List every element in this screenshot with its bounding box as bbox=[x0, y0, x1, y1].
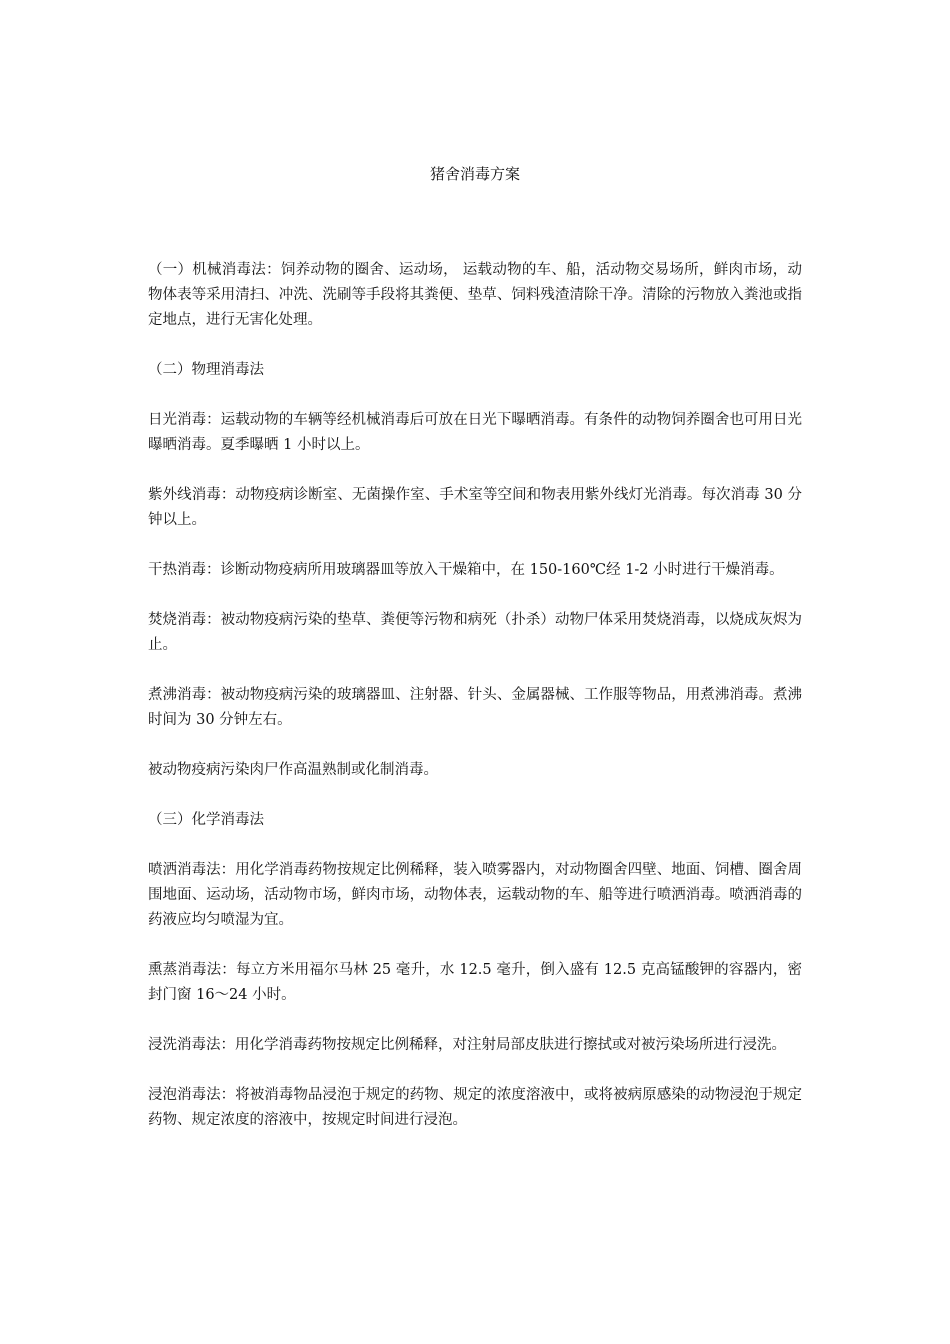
section-heading-physical-disinfection: （二）物理消毒法 bbox=[148, 362, 264, 378]
paragraph-mechanical-disinfection: （一）机械消毒法：饲养动物的圈舍、运动场， 运载动物的车、船，活动物交易场所，鲜肉市场，动物体表等采用清扫、冲洗、洗刷等手段将其粪便、垫草、饲料残渣清除干净。清除的污物放入粪池或指定地点，进行无害化处理。 bbox=[148, 262, 802, 328]
paragraph-sunlight-disinfection: 日光消毒：运载动物的车辆等经机械消毒后可放在日光下曝晒消毒。有条件的动物饲养圈舍也可用日光曝晒消毒。夏季曝晒 1 小时以上。 bbox=[148, 412, 802, 453]
paragraph-boiling-disinfection: 煮沸消毒：被动物疫病污染的玻璃器皿、注射器、针头、金属器械、工作服等物品，用煮沸消毒。煮沸时间为 30 分钟左右。 bbox=[148, 687, 802, 728]
paragraph-uv-disinfection: 紫外线消毒：动物疫病诊断室、无菌操作室、手术室等空间和物表用紫外线灯光消毒。每次消毒 30 分钟以上。 bbox=[148, 487, 802, 528]
paragraph-incineration-disinfection: 焚烧消毒：被动物疫病污染的垫草、粪便等污物和病死（扑杀）动物尸体采用焚烧消毒，以烧成灰烬为止。 bbox=[148, 612, 802, 653]
paragraph-carcass-treatment: 被动物疫病污染肉尸作高温熟制或化制消毒。 bbox=[148, 762, 438, 778]
document-body bbox=[148, 258, 802, 1158]
document-title: 猪舍消毒方案 bbox=[429, 165, 520, 183]
paragraph-fumigation-disinfection: 熏蒸消毒法：每立方米用福尔马林 25 毫升，水 12.5 毫升，倒入盛有 12.5 克高锰酸钾的容器内，密封门窗 16～24 小时。 bbox=[148, 962, 802, 1003]
paragraph-soak-disinfection: 浸泡消毒法：将被消毒物品浸泡于规定的药物、规定的浓度溶液中，或将被病原感染的动物浸泡于规定药物、规定浓度的溶液中，按规定时间进行浸泡。 bbox=[148, 1087, 802, 1128]
paragraph-dry-heat-disinfection: 干热消毒：诊断动物疫病所用玻璃器皿等放入干燥箱中，在 150-160℃经 1-2 小时进行干燥消毒。 bbox=[148, 562, 784, 578]
section-heading-chemical-disinfection: （三）化学消毒法 bbox=[148, 812, 264, 828]
paragraph-wash-disinfection: 浸洗消毒法：用化学消毒药物按规定比例稀释，对注射局部皮肤进行擦拭或对被污染场所进行浸洗。 bbox=[148, 1037, 786, 1053]
paragraph-spray-disinfection: 喷洒消毒法：用化学消毒药物按规定比例稀释，装入喷雾器内，对动物圈舍四壁、地面、饲槽、圈舍周围地面、运动场，活动物市场，鲜肉市场，动物体表，运载动物的车、船等进行喷洒消毒。喷洒消毒的药液应均匀喷湿为宜。 bbox=[148, 862, 802, 928]
